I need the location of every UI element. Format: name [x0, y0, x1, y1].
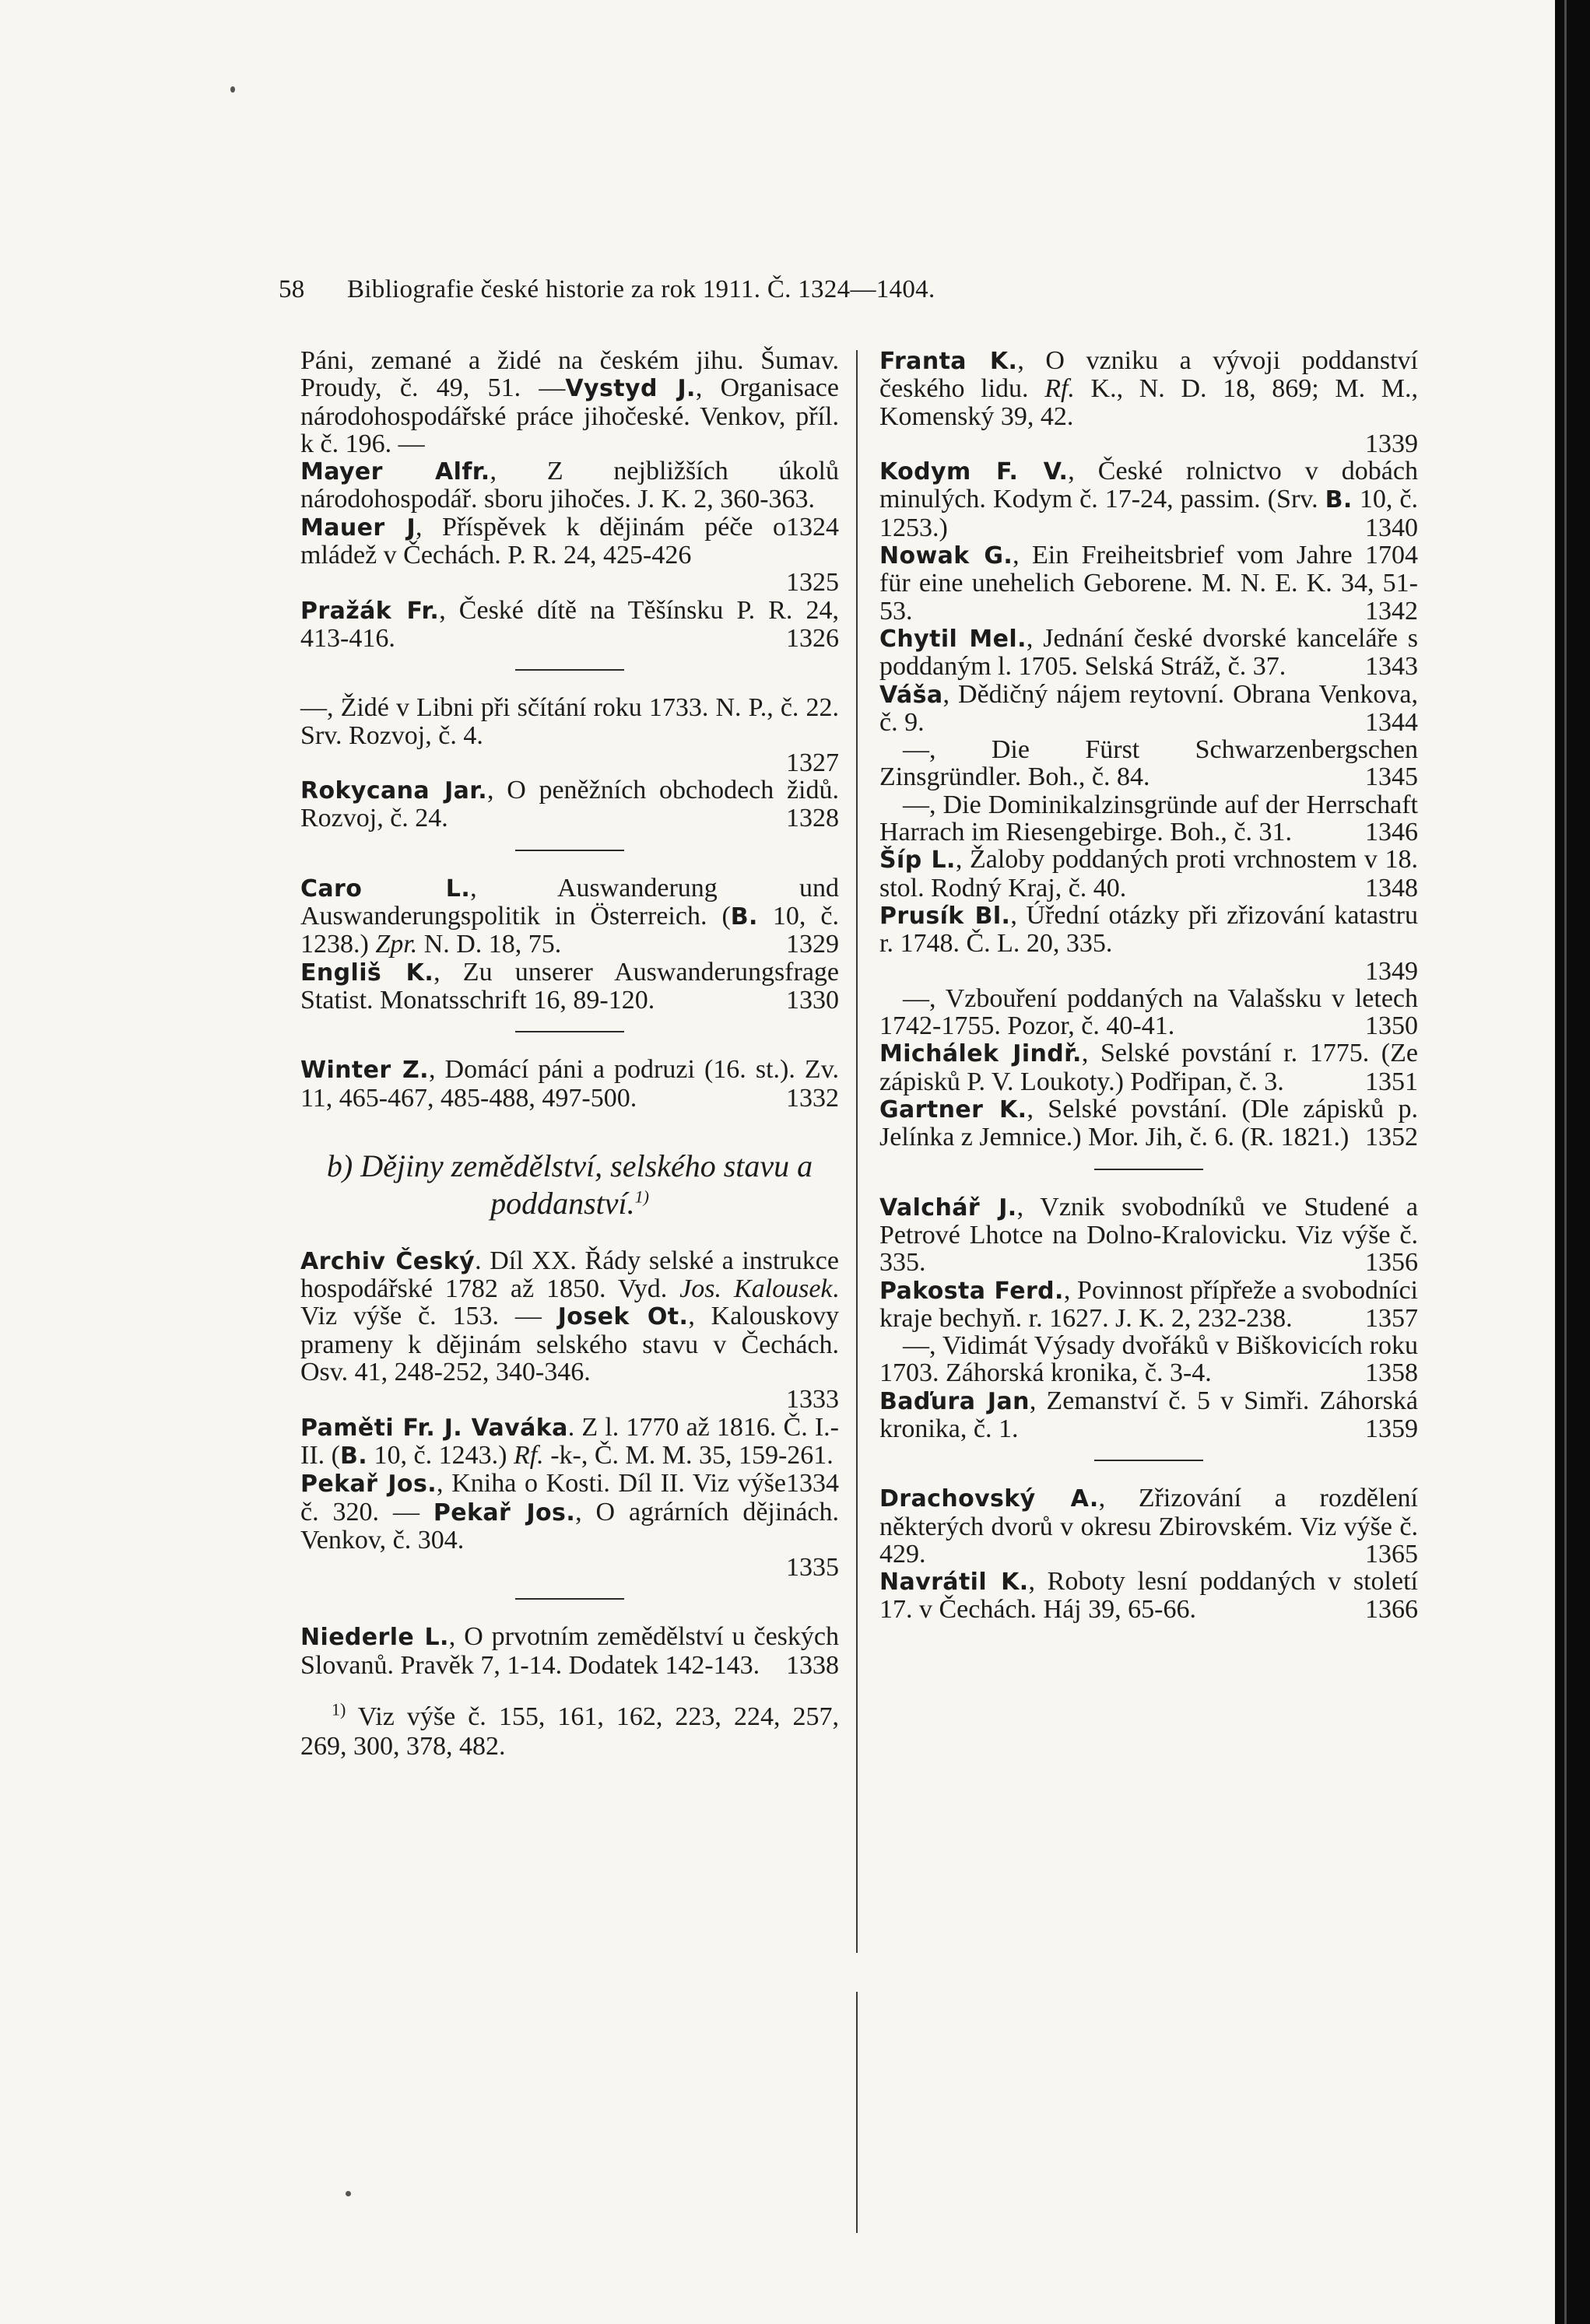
- entry: [300, 1056, 839, 1112]
- entry-number: 1333: [786, 1385, 839, 1414]
- footnote-text: Viz výše č. 155, 161, 162, 223, 224, 257, 269, 300, 378, 482.: [300, 1702, 839, 1761]
- entry-author: Chytil Mel.: [879, 625, 1027, 653]
- column-divider: [856, 1992, 858, 2233]
- entry-number: 1325: [786, 568, 839, 598]
- entry-number: 1349: [1365, 956, 1418, 986]
- section-heading: [300, 1148, 839, 1222]
- entry-bold: B.: [1325, 486, 1353, 514]
- entry-number: 1330: [786, 985, 839, 1015]
- entry-italic: Jos. Kalousek: [679, 1274, 833, 1304]
- running-title: Bibliografie české historie za rok 1911. Č. 1324—1404.: [347, 275, 935, 303]
- entry-text: —, Vzbouření poddaných na Valašsku v letech 1742-1755. Pozor, č. 40-41.: [879, 983, 1418, 1041]
- running-header: [279, 274, 1321, 305]
- entry-italic: Zpr.: [375, 930, 418, 959]
- entry: [300, 597, 839, 653]
- entry: [879, 457, 1418, 542]
- entry-number: 1348: [1365, 873, 1418, 903]
- separator-rule: [515, 669, 624, 671]
- separator-rule: [515, 850, 624, 851]
- entry-number: 1334: [786, 1469, 839, 1499]
- entry-text: , Roboty lesní poddaných v století 17. v Čechách. Háj 39, 65-66.: [879, 1567, 1418, 1625]
- entry-author: Valchář J.: [879, 1194, 1017, 1222]
- entry-author: Pekař Jos.: [300, 1470, 437, 1499]
- entry-text: , Auswanderung und Auswanderungspolitik in Österreich. (: [300, 873, 839, 931]
- entry-number: 1326: [786, 623, 839, 653]
- entry-text: , O vzniku a vývoji poddanství českého lidu.: [879, 346, 1418, 404]
- entry-text: 10, č. 1238.): [300, 902, 839, 959]
- entry-text: , Vznik svobodníků ve Studené a Petrové Lhotce na Dolno-Kralovicku. Viz výše č. 335.: [879, 1192, 1418, 1278]
- separator-rule: [1094, 1169, 1203, 1170]
- entry: [300, 1470, 839, 1581]
- entry-number: 1350: [1365, 1011, 1418, 1041]
- separator-rule: [515, 1598, 624, 1600]
- entry-author: Mauer J: [300, 514, 416, 542]
- entry-author: Josek Ot.: [557, 1303, 689, 1331]
- entry-text: —, Die Fürst Schwarzenbergschen Zinsgründler. Boh., č. 84.: [879, 735, 1418, 792]
- entry-number: 1332: [786, 1083, 839, 1113]
- entry: [300, 694, 839, 776]
- entry-author: Engliš K.: [300, 959, 434, 987]
- entry-text: , Ein Freiheitsbrief vom Jahre 1704 für eine unehelich Geborene. M. N. E. K. 34, 51-53.: [879, 541, 1419, 626]
- entry-author: Kodym F. V.: [879, 458, 1069, 486]
- entry-number: 1345: [1365, 762, 1418, 792]
- entry-number: 1340: [1365, 513, 1418, 542]
- separator-rule: [1094, 1460, 1203, 1461]
- entry: [879, 347, 1418, 457]
- entry-author: Rokycana Jar.: [300, 777, 488, 805]
- entry: [300, 959, 839, 1015]
- entry-text: . Viz výše č. 153. —: [300, 1274, 839, 1331]
- scan-border-edge: [1564, 0, 1567, 2324]
- entry-number: 1356: [1365, 1248, 1418, 1278]
- entry-text: —, Die Dominikalzinsgründe auf der Herrschaft Harrach im Riesengebirge. Boh., č. 31.: [879, 790, 1418, 847]
- entry-number: 1329: [786, 930, 839, 959]
- entry: [879, 625, 1418, 681]
- entry-text: —, Vidimát Výsady dvořáků v Biškovicích roku 1703. Záhorská kronika, č. 3-4.: [879, 1331, 1418, 1388]
- entry-number: 1327: [786, 748, 839, 777]
- entry-number: 1366: [1365, 1595, 1418, 1625]
- scan-border-right: [1555, 0, 1590, 2324]
- entry-number: 1359: [1365, 1414, 1418, 1443]
- entry-text: -k-, Č. M. M. 35, 159-261.: [543, 1440, 834, 1470]
- section-letter: b): [326, 1148, 353, 1183]
- entry: [300, 875, 839, 959]
- entry-author: Caro L.: [300, 875, 471, 903]
- entry-author: Váša: [879, 681, 943, 709]
- entry: [879, 1095, 1418, 1151]
- entry-number: 1343: [1365, 652, 1418, 682]
- entry-italic: Rf.: [513, 1440, 544, 1470]
- entry-author: Nowak G.: [879, 542, 1013, 570]
- entry: [300, 1623, 839, 1679]
- entry-text: , Povinnost přípřeže a svobodníci kraje bechyň. r. 1627. J. K. 2, 232-238.: [879, 1275, 1419, 1333]
- entry-text: N. D. 18, 75.: [417, 930, 562, 959]
- entry-text: . Díl XX. Řády selské a instrukce hospodářské 1782 až 1850. Vyd.: [300, 1246, 839, 1304]
- entry-text: , O peněžních obchodech židů. Rozvoj, č. 24.: [300, 776, 839, 833]
- entry-number: 1335: [786, 1553, 839, 1583]
- entry-text: . Z l. 1770 až 1816. Č. I.-II. (: [300, 1412, 839, 1470]
- entry-text: Páni, zemané a židé na českém jihu. Šumav. Proudy, č. 49, 51. —: [300, 346, 839, 403]
- entry-author: Niederle L.: [300, 1624, 449, 1652]
- entry: [879, 846, 1418, 902]
- entry-text: , Zřizování a rozdělení některých dvorů v okresu Zbirovském. Viz výše č. 429.: [879, 1484, 1418, 1569]
- entry-author: Mayer Alfr.: [300, 458, 490, 486]
- entry: [879, 1332, 1418, 1387]
- entry-author: Pekař Jos.: [433, 1499, 576, 1527]
- entry-text: , Organisace národohospodářské práce jihočeské. Venkov, příl. k č. 196. —: [300, 373, 839, 458]
- entry: [300, 347, 839, 457]
- scan-speck: [230, 86, 235, 93]
- entry-author: Šíp L.: [879, 847, 956, 875]
- entry: [879, 1039, 1418, 1095]
- entry: [879, 1484, 1418, 1568]
- entry: [879, 791, 1418, 847]
- scan-speck: [346, 2191, 351, 2196]
- entry-number: 1352: [1365, 1123, 1418, 1152]
- entry-text: , Selské povstání. (Dle zápisků p. Jelínka z Jemnice.) Mor. Jih, č. 6. (R. 1821.): [879, 1095, 1418, 1152]
- entry-bold: B.: [339, 1442, 368, 1470]
- entry: [879, 681, 1418, 737]
- entry-text: , Z nejbližších úkolů národohospodář. sboru jihočes. J. K. 2, 360-363.: [300, 457, 839, 514]
- entry-author: Pražák Fr.: [300, 597, 440, 625]
- entry-text: , Dědičný nájem reytovní. Obrana Venkova, č. 9.: [879, 679, 1418, 737]
- entry-bold: B.: [730, 903, 758, 931]
- entry-number: 1358: [1365, 1358, 1418, 1388]
- section-title: Dějiny zemědělství, selského stavu a poddanství.: [360, 1148, 813, 1221]
- entry-author: Baďura Jan: [879, 1387, 1030, 1415]
- entry-number: 1344: [1365, 707, 1418, 737]
- entry-author: Drachovský A.: [879, 1485, 1099, 1513]
- left-column: [300, 347, 839, 1761]
- entry-author: Paměti Fr. J. Vaváka: [300, 1414, 568, 1442]
- entry-number: 1365: [1365, 1539, 1418, 1569]
- footnote-mark: 1): [634, 1187, 649, 1207]
- entry: [879, 1387, 1418, 1443]
- entry-text: , Zu unserer Auswanderungsfrage Statist. Monatsschrift 16, 89-120.: [300, 957, 840, 1015]
- entry-text: , Selské povstání r. 1775. (Ze zápisků P. V. Loukoty.) Podřipan, č. 3.: [879, 1039, 1418, 1096]
- entry: [879, 902, 1418, 985]
- entry-text: K., N. D. 18, 869; M. M., Komenský 39, 42.: [879, 374, 1418, 431]
- entry: [300, 514, 839, 597]
- entry-number: 1342: [1365, 596, 1418, 626]
- entry-text: , České rolnictvo v dobách minulých. Kodym č. 17-24, passim. (Srv.: [879, 457, 1418, 514]
- footnote: [300, 1699, 839, 1761]
- entry-number: 1324: [786, 512, 839, 542]
- right-column: [879, 347, 1418, 1624]
- entry: [879, 985, 1418, 1040]
- entry-text: , Úřední otázky při zřizování katastru r. 1748. Č. L. 20, 335.: [879, 900, 1418, 959]
- entry-author: Gartner K.: [879, 1096, 1027, 1124]
- entry-text: , Kniha o Kosti. Díl II. Viz výše č. 320. —: [300, 1469, 786, 1527]
- entry-text: , Kalouskovy prameny k dějinám selského stavu v Čechách. Osv. 41, 248-252, 340-346.: [300, 1302, 840, 1387]
- entry-author: Prusík Bl.: [879, 902, 1011, 930]
- entry-number: 1328: [786, 804, 839, 833]
- entry-text: 10, č. 1243.): [367, 1440, 514, 1470]
- entry: [300, 776, 839, 833]
- entry-number: 1346: [1365, 818, 1418, 847]
- entry: [879, 542, 1418, 625]
- entry-text: , Jednání české dvorské kanceláře s poddaným l. 1705. Selská Stráž, č. 37.: [879, 623, 1418, 682]
- entry-text: , Domácí páni a podruzi (16. st.). Zv. 11, 465-467, 485-488, 497-500.: [300, 1055, 839, 1113]
- footnote-mark: 1): [332, 1699, 346, 1719]
- entry-text: , O prvotním zemědělství u českých Slovanů. Pravěk 7, 1-14. Dodatek 142-143.: [300, 1622, 839, 1680]
- entry: [879, 1568, 1418, 1624]
- entry-number: 1339: [1365, 429, 1418, 458]
- entry-author: Michálek Jindř.: [879, 1040, 1082, 1068]
- entry-text: , České dítě na Těšínsku P. R. 24, 413-416.: [300, 595, 839, 653]
- entry-text: , Zemanství č. 5 v Simři. Záhorská kronika, č. 1.: [879, 1386, 1418, 1443]
- entry-text: —, Židé v Libni při sčítání roku 1733. N. P., č. 22. Srv. Rozvoj, č. 4.: [300, 693, 839, 750]
- entry-author: Pakosta Ferd.: [879, 1277, 1064, 1305]
- entry-number: 1357: [1365, 1303, 1418, 1333]
- separator-rule: [515, 1031, 624, 1032]
- entry-text: , O agrárních dějinách. Venkov, č. 304.: [300, 1497, 839, 1555]
- entry-author: Winter Z.: [300, 1057, 429, 1085]
- entry-text: , Příspěvek k dějinám péče o mládež v Čechách. P. R. 24, 425-426: [300, 512, 786, 570]
- entry: [879, 1194, 1418, 1277]
- column-divider: [856, 350, 858, 1953]
- entry-author: Navrátil K.: [879, 1569, 1029, 1597]
- entry: [879, 736, 1418, 791]
- entry-author: Vystyd J.: [565, 375, 696, 403]
- entry-author: Archiv Český: [300, 1247, 476, 1275]
- entry: [879, 1277, 1418, 1333]
- entry-text: 10, č. 1253.): [879, 485, 1418, 542]
- entry-number: 1351: [1365, 1067, 1418, 1096]
- entry-author: Franta K.: [879, 348, 1018, 375]
- page-number: 58: [279, 275, 305, 303]
- entry-italic: Rf.: [1044, 374, 1075, 404]
- entry: [300, 1247, 839, 1414]
- entry-text: , Žaloby poddaných proti vrchnostem v 18. stol. Rodný Kraj, č. 40.: [879, 845, 1418, 903]
- entry-number: 1338: [786, 1650, 839, 1680]
